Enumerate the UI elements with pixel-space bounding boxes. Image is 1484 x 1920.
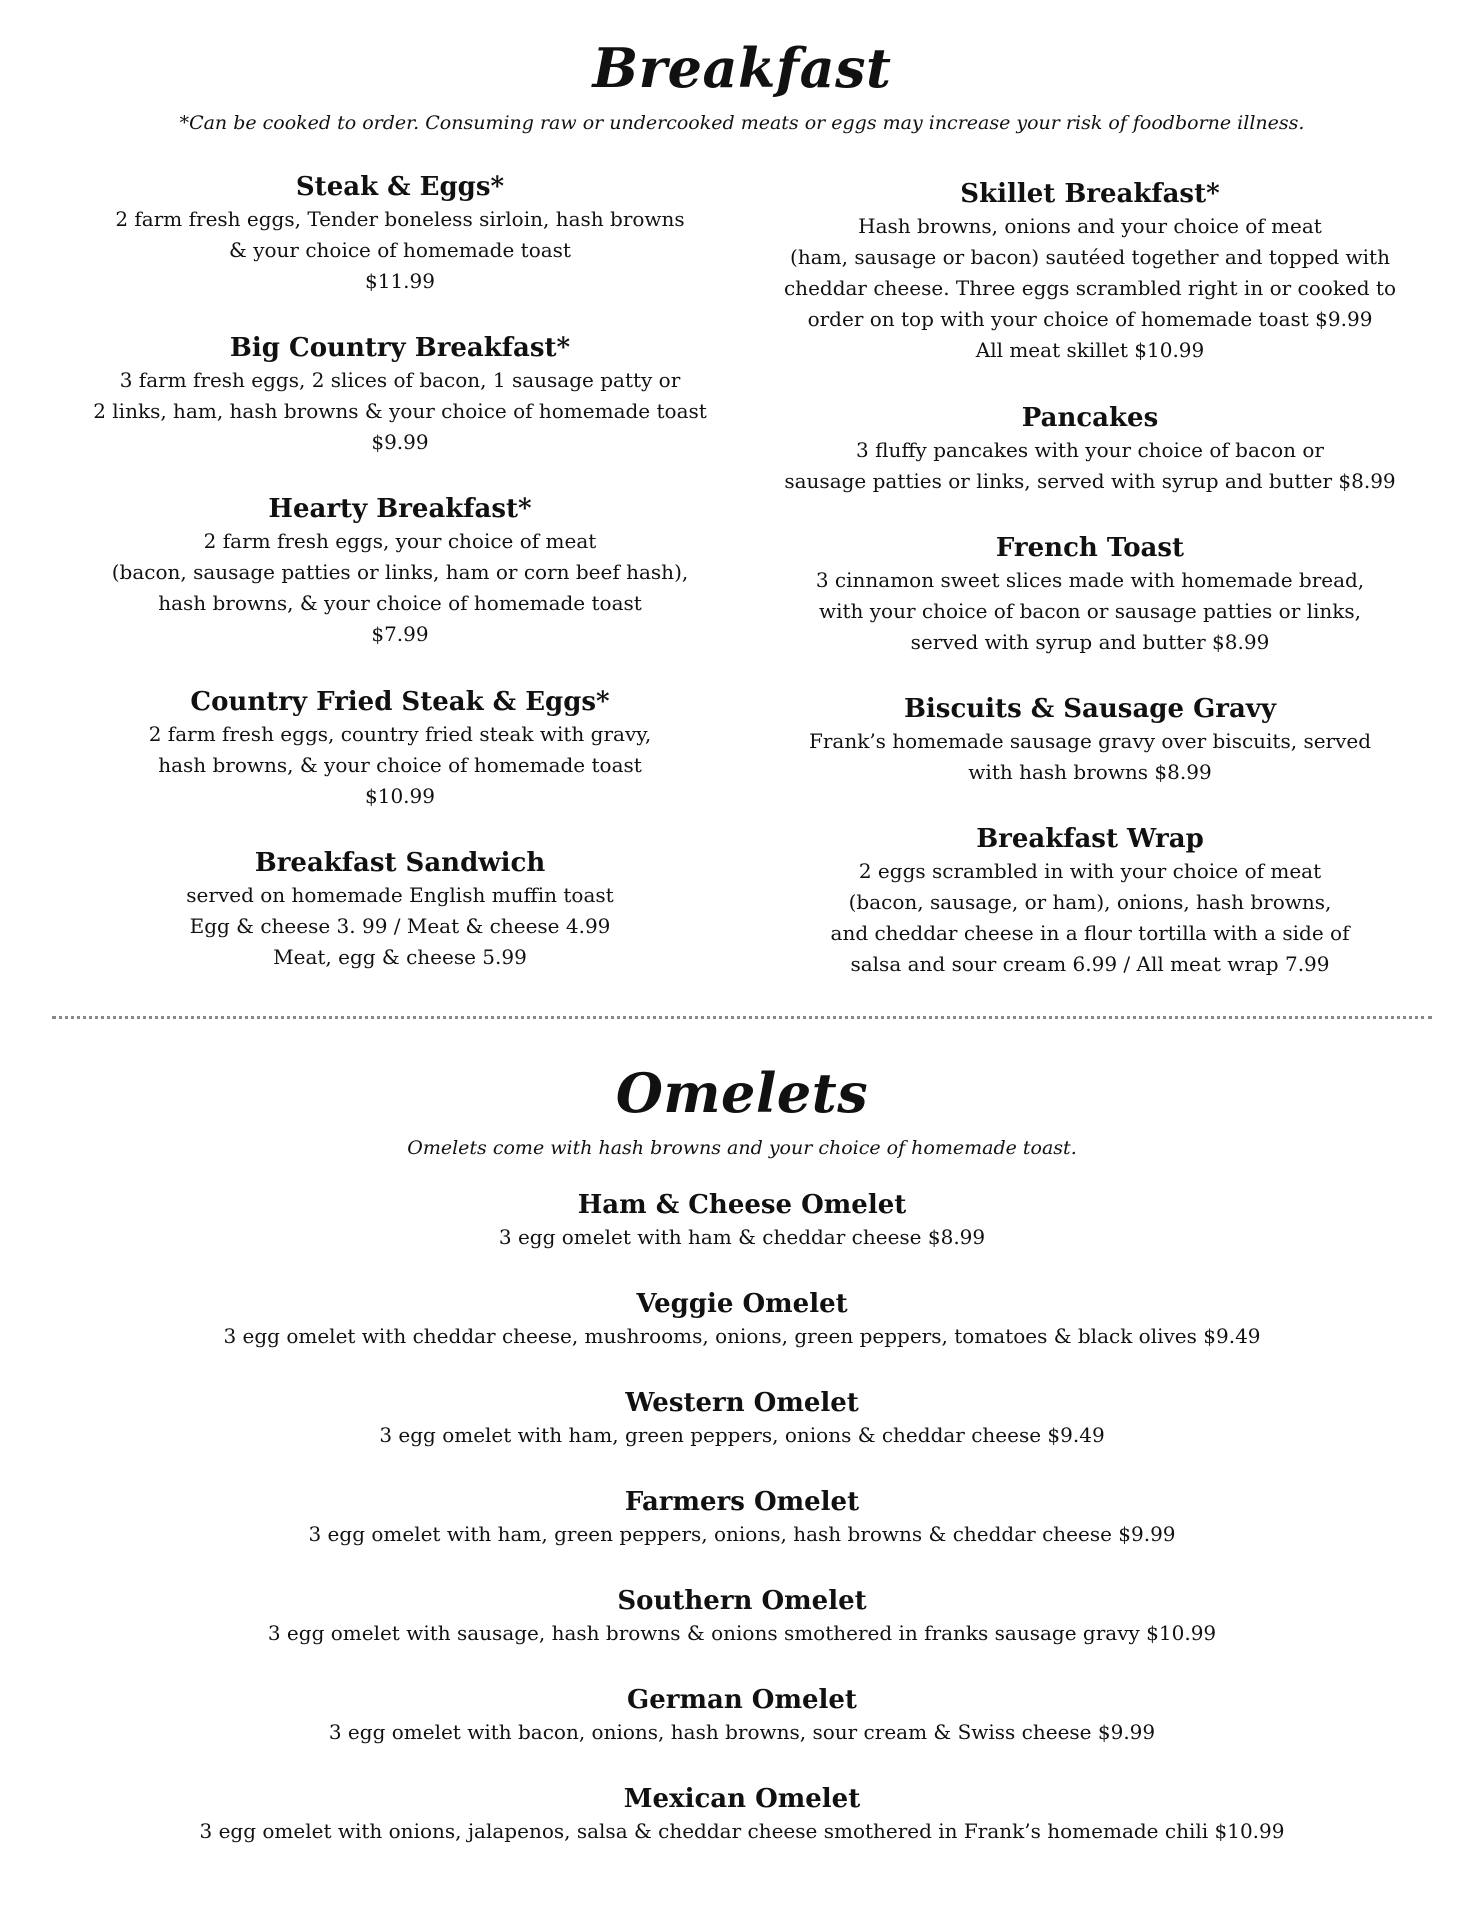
item-description: All meat skillet $10.99: [975, 338, 1205, 362]
menu-item: [80, 170, 720, 297]
item-description: 2 farm fresh eggs, country fried steak with gravy,: [148, 722, 652, 746]
item-description: with hash browns $8.99: [968, 760, 1212, 784]
menu-item: [80, 331, 720, 458]
menu-item: [0, 1188, 1484, 1253]
breakfast-title: Breakfast: [592, 36, 892, 100]
item-description: 3 egg omelet with cheddar cheese, mushrooms, onions, green peppers, tomatoes & black olives $9.49: [223, 1324, 1261, 1348]
item-name: Hearty Breakfast*: [268, 494, 532, 524]
item-description: hash browns, & your choice of homemade toast: [158, 591, 642, 615]
item-name: Breakfast Wrap: [976, 824, 1204, 854]
breakfast-right-column: [760, 0, 1420, 1000]
menu-item: [760, 531, 1420, 658]
item-description: order on top with your choice of homemade toast $9.99: [807, 307, 1373, 331]
item-name: Skillet Breakfast*: [960, 179, 1220, 209]
item-name: Country Fried Steak & Eggs*: [190, 687, 610, 717]
item-description: (ham, sausage or bacon) sautéed together and topped with: [790, 245, 1390, 269]
item-description: served with syrup and butter $8.99: [910, 630, 1270, 654]
item-description: 2 farm fresh eggs, Tender boneless sirloin, hash browns: [115, 207, 685, 231]
menu-item: [760, 401, 1420, 497]
item-description: hash browns, & your choice of homemade toast: [158, 753, 642, 777]
menu-item: [80, 846, 720, 973]
item-description: 3 cinnamon sweet slices made with homemade bread,: [815, 568, 1365, 592]
item-description: 2 links, ham, hash browns & your choice of homemade toast: [93, 399, 707, 423]
item-description: 2 eggs scrambled in with your choice of meat: [858, 859, 1322, 883]
item-description: 3 egg omelet with ham & cheddar cheese $8.99: [498, 1225, 986, 1249]
item-description: 3 egg omelet with sausage, hash browns & onions smothered in franks sausage gravy $10.99: [267, 1621, 1217, 1645]
menu-item: [760, 692, 1420, 788]
item-name: Biscuits & Sausage Gravy: [903, 694, 1277, 724]
item-price: $10.99: [365, 784, 435, 808]
item-description: Frank’s homemade sausage gravy over biscuits, served: [808, 729, 1372, 753]
item-description: 3 fluffy pancakes with your choice of bacon or: [856, 438, 1324, 462]
item-description: salsa and sour cream 6.99 / All meat wrap 7.99: [850, 952, 1330, 976]
menu-item: [760, 177, 1420, 366]
menu-item: [0, 1485, 1484, 1550]
item-description: 3 egg omelet with onions, jalapenos, salsa & cheddar cheese smothered in Frank’s homemade chili $10.99: [199, 1819, 1285, 1843]
item-name: Big Country Breakfast*: [229, 333, 571, 363]
item-price: $9.99: [371, 430, 429, 454]
item-description: with your choice of bacon or sausage patties or links,: [818, 599, 1362, 623]
menu-item: [80, 492, 720, 650]
item-price: $7.99: [371, 622, 429, 646]
item-description: sausage patties or links, served with syrup and butter $8.99: [784, 469, 1396, 493]
item-description: Meat, egg & cheese 5.99: [273, 945, 527, 969]
item-description: cheddar cheese. Three eggs scrambled right in or cooked to: [783, 276, 1397, 300]
menu-item: [760, 822, 1420, 980]
menu-item: [80, 685, 720, 812]
breakfast-note: *Can be cooked to order. Consuming raw or undercooked meats or eggs may increase your risk of foodborne illness.: [179, 112, 1305, 134]
item-name: Ham & Cheese Omelet: [577, 1190, 907, 1220]
omelets-note: Omelets come with hash browns and your choice of homemade toast.: [407, 1137, 1077, 1159]
item-description: 3 egg omelet with bacon, onions, hash browns, sour cream & Swiss cheese $9.99: [328, 1720, 1156, 1744]
item-description: 2 farm fresh eggs, your choice of meat: [203, 529, 597, 553]
item-name: French Toast: [995, 533, 1185, 563]
menu-item: [0, 1386, 1484, 1451]
menu-item: [0, 1782, 1484, 1847]
item-description: & your choice of homemade toast: [229, 238, 571, 262]
item-description: 3 egg omelet with ham, green peppers, onions & cheddar cheese $9.49: [379, 1423, 1105, 1447]
item-description: and cheddar cheese in a flour tortilla with a side of: [830, 921, 1350, 945]
item-name: Mexican Omelet: [623, 1784, 861, 1814]
menu-item: [0, 1584, 1484, 1649]
item-description: 3 egg omelet with ham, green peppers, onions, hash browns & cheddar cheese $9.99: [308, 1522, 1176, 1546]
item-name: Pancakes: [1021, 403, 1159, 433]
item-name: Steak & Eggs*: [295, 172, 505, 202]
item-name: Veggie Omelet: [636, 1289, 848, 1319]
omelets-title: Omelets: [615, 1061, 869, 1125]
item-description: 3 farm fresh eggs, 2 slices of bacon, 1 sausage patty or: [119, 368, 681, 392]
item-name: German Omelet: [627, 1685, 857, 1715]
menu-item: [0, 1683, 1484, 1748]
item-description: (bacon, sausage patties or links, ham or corn beef hash),: [111, 560, 689, 584]
item-name: Western Omelet: [625, 1388, 859, 1418]
item-name: Southern Omelet: [617, 1586, 867, 1616]
item-name: Farmers Omelet: [624, 1487, 860, 1517]
dotted-divider: [52, 1016, 1432, 1019]
menu-item: [0, 1287, 1484, 1352]
item-price: $11.99: [365, 269, 435, 293]
item-description: (bacon, sausage, or ham), onions, hash browns,: [848, 890, 1332, 914]
item-name: Breakfast Sandwich: [254, 848, 546, 878]
item-description: Egg & cheese 3. 99 / Meat & cheese 4.99: [189, 914, 611, 938]
item-description: Hash browns, onions and your choice of meat: [858, 214, 1322, 238]
item-description: served on homemade English muffin toast: [186, 883, 614, 907]
breakfast-left-column: [80, 0, 720, 1000]
